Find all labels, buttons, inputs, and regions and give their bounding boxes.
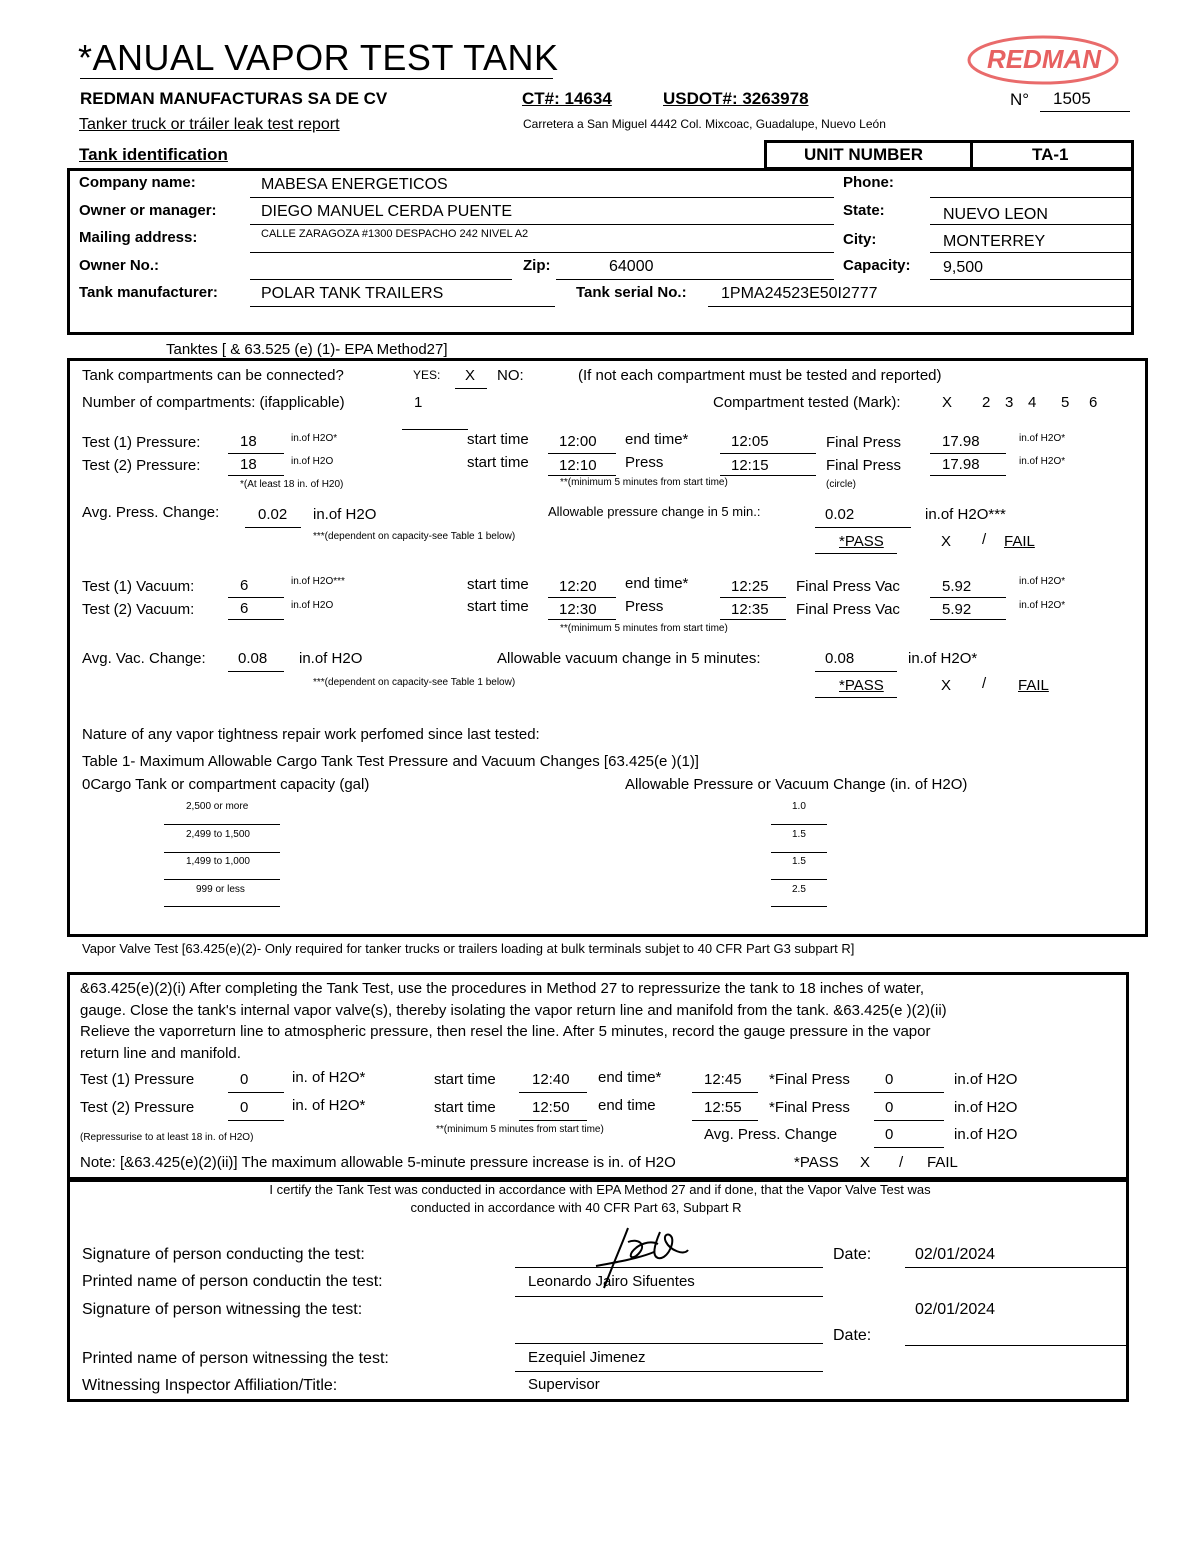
allow-press-unit: in.of H2O*** [925,506,1006,523]
p1-end-label: end time* [625,431,689,448]
owner-value[interactable]: DIEGO MANUEL CERDA PUENTE [261,203,513,220]
repressurise-note: (Repressurise to at least 18 in. of H2O) [80,1132,254,1143]
mailing-label: Mailing address: [79,229,198,246]
city-line [930,252,1133,253]
vt2-final-label: *Final Press [769,1099,850,1116]
report-subtitle: Tanker truck or tráiler leak test report [79,116,340,133]
table1-row-chg: 1.0 [792,801,806,812]
yes-line [455,388,487,389]
vt1-final-line [874,1092,944,1093]
vt2-final-unit: in.of H2O [954,1099,1018,1116]
avg-vac-line [228,671,284,672]
v-minimum-note: **(minimum 5 minutes from start time) [560,623,728,634]
vac-pass-line [815,697,897,698]
table1-rule [164,852,280,853]
vt2-value[interactable]: 0 [240,1099,249,1116]
folio-underline [1040,111,1130,112]
v2-value[interactable]: 6 [240,600,249,617]
phone-line [930,197,1133,198]
mailing-line [250,252,834,253]
v1-value[interactable]: 6 [240,577,249,594]
valve-avg-line [874,1147,944,1148]
v1-line [228,597,284,598]
capacity-line [930,279,1133,280]
p1-value[interactable]: 18 [240,433,257,450]
vt1-final-label: *Final Press [769,1071,850,1088]
p1-final-unit: in.of H2O* [1019,433,1066,444]
v1-final-value[interactable]: 5.92 [942,578,972,595]
allow-vac-label: Allowable vacuum change in 5 minutes: [497,650,761,667]
table1-rule [771,879,827,880]
serial-line [708,306,1133,307]
folio-number: 1505 [1053,89,1091,108]
date2-label: Date: [833,1327,872,1344]
v1-final-unit: in.of H2O* [1019,576,1066,587]
compartment-6[interactable]: 6 [1089,394,1098,411]
connected-label: Tank compartments can be connected? [82,367,344,384]
signature-line [515,1267,823,1268]
compartment-tested-label: Compartment tested (Mark): [713,394,901,411]
table1-row-cap: 2,499 to 1,500 [186,829,250,840]
compartment-4[interactable]: 4 [1028,394,1037,411]
p2-value[interactable]: 18 [240,456,257,473]
unit-number-label: UNIT NUMBER [804,145,923,164]
allow-vac-unit: in.of H2O* [908,650,978,667]
vt2-label: Test (2) Pressure [80,1099,195,1116]
zip-label: Zip: [523,257,551,274]
v2-start-value[interactable]: 12:30 [559,601,597,618]
owner-line [250,224,834,225]
company-header: REDMAN MANUFACTURAS SA DE CV [80,89,388,108]
state-value[interactable]: NUEVO LEON [943,206,1048,223]
folio-label: N° [1010,90,1030,109]
avg-press-value[interactable]: 0.02 [258,506,288,523]
p1-final-label: Final Press [826,434,902,451]
vt2-final-line [874,1120,944,1121]
num-compartments-line [402,429,468,430]
p2-line [228,475,284,476]
valve-heading: Vapor Valve Test [63.425(e)(2)- Only required for tanker trucks or trailers loading at bulk terminals subjet to 40 CFR Part G3 subpart R] [82,941,855,956]
owner-label: Owner or manager: [79,202,217,219]
compartment-3[interactable]: 3 [1005,394,1014,411]
date1-line [905,1267,1129,1268]
connected-note: (If not each compartment must be tested and reported) [578,367,942,384]
date1-value[interactable]: 02/01/2024 [915,1246,996,1263]
v2-end-line [720,619,786,620]
p1-unit: in.of H2O* [291,433,338,444]
avg-vac-label: Avg. Vac. Change: [82,650,206,667]
witness-signature-label: Signature of person witnessing the test: [82,1301,363,1318]
valve-slash: / [899,1154,904,1171]
cert-statement-line1: I certify the Tank Test was conducted in accordance with EPA Method 27 and if done, that the Vapor Valve Test was [269,1182,931,1197]
valve-avg-value[interactable]: 0 [885,1126,894,1143]
printed-name-line [515,1296,823,1297]
form-title: *ANUAL VAPOR TEST TANK [78,37,559,78]
date1-label: Date: [833,1246,872,1263]
p2-start-label: start time [467,454,529,471]
v1-unit: in.of H2O*** [291,576,345,587]
vt1-end-label: end time* [598,1069,662,1086]
vt2-end-line [692,1120,758,1121]
v2-end-value[interactable]: 12:35 [731,601,769,618]
redman-logo [966,30,1121,86]
allow-vac-line [815,671,897,672]
vt1-start-line [519,1092,587,1093]
printed-name-label: Printed name of person conductin the test: [82,1273,383,1290]
num-compartments-value[interactable]: 1 [414,394,423,411]
p2-final-unit: in.of H2O* [1019,456,1066,467]
manufacturer-value[interactable]: POLAR TANK TRAILERS [261,285,444,302]
p2-label: Test (2) Pressure: [82,457,201,474]
p1-start-label: start time [467,431,529,448]
table1-row-cap: 1,499 to 1,000 [186,856,250,867]
press-fail-label[interactable]: FAIL [1004,533,1035,550]
vac-pass-label[interactable]: *PASS [839,677,884,694]
p-minimum-note: **(minimum 5 minutes from start time) [560,477,728,488]
serial-value[interactable]: 1PMA24523E50I2777 [721,285,878,302]
table1-row-cap: 2,500 or more [186,801,249,812]
press-slash: / [982,531,987,548]
vt1-start-value[interactable]: 12:40 [532,1071,570,1088]
v1-start-value[interactable]: 12:20 [559,578,597,595]
press-pass-label[interactable]: *PASS [839,533,884,550]
p2-final-value[interactable]: 17.98 [942,456,980,473]
tank-test-heading: Tanktes [ & 63.525 (e) (1)- EPA Method27] [166,341,448,358]
vac-result-mark[interactable]: X [941,677,952,694]
title-underline [80,78,553,79]
v2-start-line [548,619,616,620]
capacity-label: Capacity: [843,257,911,274]
table1-rule [164,879,280,880]
valve-para-line4: return line and manifold. [80,1045,241,1062]
vt1-value[interactable]: 0 [240,1071,249,1088]
p1-start-value[interactable]: 12:00 [559,433,597,450]
p1-start-line [548,453,616,454]
allow-vac-value[interactable]: 0.08 [825,650,855,667]
manufacturer-label: Tank manufacturer: [79,284,218,301]
v1-final-line [930,597,1006,598]
vt2-start-label: start time [434,1099,496,1116]
p1-end-line [720,453,816,454]
avg-press-line [245,527,301,528]
table1-row-chg: 1.5 [792,829,806,840]
valve-avg-unit: in.of H2O [954,1126,1018,1143]
v-dependent-note: ***(dependent on capacity-see Table 1 below) [313,677,516,688]
p2-press-label: Press [625,454,664,471]
table1-col-capacity: 0Cargo Tank or compartment capacity (gal) [82,776,370,793]
company-name-value[interactable]: MABESA ENERGETICOS [261,176,448,193]
table1-rule [771,852,827,853]
v1-label: Test (1) Vacuum: [82,578,195,595]
zip-value[interactable]: 64000 [609,258,654,275]
usdot-number: USDOT#: 3263978 [663,89,809,108]
valve-result-mark[interactable]: X [860,1154,871,1171]
yes-label: YES: [413,368,441,382]
p1-end-value[interactable]: 12:05 [731,433,769,450]
table1-rule [771,906,827,907]
valve-note: Note: [&63.425(e)(2)(ii)] The maximum allowable 5-minute pressure increase is in. of H2O [80,1154,676,1171]
company-address: Carretera a San Miguel 4442 Col. Mixcoac, Guadalupe, Nuevo León [523,117,886,131]
p1-label: Test (1) Pressure: [82,434,201,451]
valve-pass[interactable]: *PASS [794,1154,839,1171]
vt1-end-line [692,1092,758,1093]
v2-unit: in.of H2O [291,600,334,611]
owner-no-line [250,279,512,280]
zip-line [556,279,834,280]
date2-line [905,1345,1129,1346]
serial-label: Tank serial No.: [576,284,687,301]
v2-label: Test (2) Vacuum: [82,601,195,618]
allow-press-label: Allowable pressure change in 5 min.: [548,504,761,519]
v2-line [228,619,284,620]
ident-heading: Tank identification [79,145,228,164]
city-value[interactable]: MONTERREY [943,233,1046,250]
compartment-1[interactable]: X [942,394,953,411]
vt1-start-label: start time [434,1071,496,1088]
vt2-line [228,1120,284,1121]
yes-mark[interactable]: X [465,367,476,384]
vac-slash: / [982,675,987,692]
vt2-final-value[interactable]: 0 [885,1099,894,1116]
vt1-line [228,1092,284,1093]
affiliation-value[interactable]: Supervisor [528,1376,600,1393]
unit-divider [970,140,973,170]
table1-rule [164,906,280,907]
company-name-label: Company name: [79,174,196,191]
pressure-note: *(At least 18 in. of H20) [240,479,344,490]
capacity-value[interactable]: 9,500 [943,259,984,276]
avg-vac-unit: in.of H2O [299,650,363,667]
vt2-start-line [519,1120,587,1121]
p2-unit: in.of H2O [291,456,334,467]
city-label: City: [843,231,877,248]
v1-start-line [548,597,616,598]
vt2-end-label: end time [598,1097,656,1114]
p2-end-line [720,475,816,476]
v2-final-line [930,619,1006,620]
company-name-line [250,197,834,198]
vac-fail-label[interactable]: FAIL [1018,677,1049,694]
unit-number-value: TA-1 [1032,145,1069,164]
table1-row-chg: 2.5 [792,884,806,895]
press-result-mark[interactable]: X [941,533,952,550]
v2-press-label: Press [625,598,664,615]
valve-para-line3: Relieve the vaporreturn line to atmospheric pressure, then resel the line. After 5 minutes, record the gauge pressure in the vapor [80,1023,931,1040]
state-label: State: [843,202,885,219]
v2-final-unit: in.of H2O* [1019,600,1066,611]
valve-minimum-note: **(minimum 5 minutes from start time) [436,1124,604,1135]
compartment-2[interactable]: 2 [982,394,991,411]
avg-press-unit: in.of H2O [313,506,377,523]
num-compartments-label: Number of compartments: (ifapplicable) [82,394,345,411]
v1-end-line [720,597,786,598]
no-label: NO: [497,367,524,384]
mailing-value[interactable]: CALLE ZARAGOZA #1300 DESPACHO 242 NIVEL A2 [261,228,529,240]
state-line [930,224,1133,225]
logo-text: REDMAN [986,44,1102,74]
witness-signature-line [515,1343,823,1344]
p2-start-line [548,475,616,476]
signature-label: Signature of person conducting the test: [82,1246,365,1263]
valve-para-line2: gauge. Close the tank's internal vapor valve(s), thereby isolating the vapor return line and manifold from the tank. &63.425(e )(2)(ii) [80,1002,947,1019]
table1-row-cap: 999 or less [196,884,245,895]
printed-name-value[interactable]: Leonardo Jairo Sifuentes [528,1273,695,1290]
avg-vac-value[interactable]: 0.08 [238,650,268,667]
allow-press-line [815,527,911,528]
vt2-start-value[interactable]: 12:50 [532,1099,570,1116]
witness-printed-label: Printed name of person witnessing the test: [82,1350,389,1367]
v2-final-label: Final Press Vac [796,601,900,618]
p2-start-value[interactable]: 12:10 [559,457,597,474]
table1-rule [164,824,280,825]
p1-final-value[interactable]: 17.98 [942,433,980,450]
witness-printed-line [515,1371,823,1372]
p2-final-label: Final Press [826,457,902,474]
p1-line [228,453,284,454]
p2-end-value[interactable]: 12:15 [731,457,769,474]
table1-row-chg: 1.5 [792,856,806,867]
owner-no-label: Owner No.: [79,257,160,274]
v1-start-label: start time [467,576,529,593]
v1-final-label: Final Press Vac [796,578,900,595]
compartment-5[interactable]: 5 [1061,394,1070,411]
manufacturer-line [250,306,555,307]
p-dependent-note: ***(dependent on capacity-see Table 1 below) [313,531,516,542]
vt1-final-value[interactable]: 0 [885,1071,894,1088]
v2-final-value[interactable]: 5.92 [942,601,972,618]
valve-para-line1: &63.425(e)(2)(i) After completing the Tank Test, use the procedures in Method 27 to repressurize the tank to 18 inches of water, [80,980,925,997]
circle-note: (circle) [826,479,856,490]
p2-final-line [930,475,1006,476]
allow-press-value[interactable]: 0.02 [825,506,855,523]
vt1-label: Test (1) Pressure [80,1071,195,1088]
p1-final-line [930,453,1006,454]
affiliation-label: Witnessing Inspector Affiliation/Title: [82,1377,338,1394]
valve-fail[interactable]: FAIL [927,1154,958,1171]
date2-value[interactable]: 02/01/2024 [915,1301,996,1318]
repair-label: Nature of any vapor tightness repair work perfomed since last tested: [82,726,540,743]
vt1-final-unit: in.of H2O [954,1071,1018,1088]
vt2-end-value[interactable]: 12:55 [704,1099,742,1116]
vt2-unit: in. of H2O* [292,1097,366,1114]
tank-test-box [67,358,1148,937]
valve-avg-label: Avg. Press. Change [704,1126,838,1143]
v1-end-value[interactable]: 12:25 [731,578,769,595]
ct-number: CT#: 14634 [522,89,612,108]
table1-rule [771,824,827,825]
vt1-unit: in. of H2O* [292,1069,366,1086]
vt1-end-value[interactable]: 12:45 [704,1071,742,1088]
avg-press-label: Avg. Press. Change: [82,504,220,521]
table1-col-change: Allowable Pressure or Vacuum Change (in. of H2O) [625,776,968,793]
phone-label: Phone: [843,174,894,191]
v2-start-label: start time [467,598,529,615]
press-pass-line [815,553,897,554]
table1-title: Table 1- Maximum Allowable Cargo Tank Test Pressure and Vacuum Changes [63.425(e )(1)] [82,753,699,770]
witness-printed-value[interactable]: Ezequiel Jimenez [528,1349,646,1366]
cert-statement-line2: conducted in accordance with 40 CFR Part 63, Subpart R [410,1200,742,1215]
v1-end-label: end time* [625,575,689,592]
